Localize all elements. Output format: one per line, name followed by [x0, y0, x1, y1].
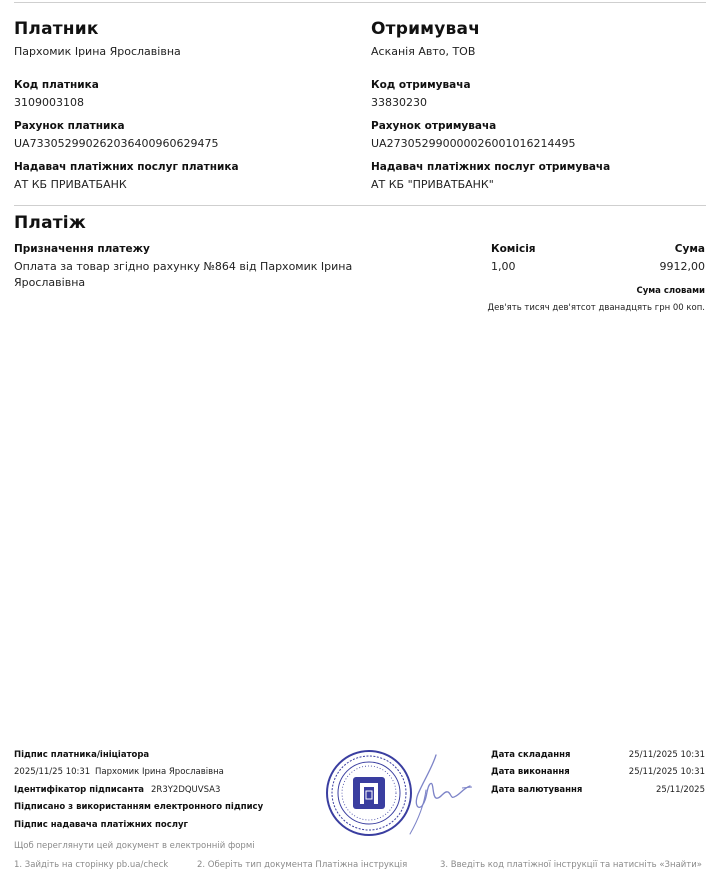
- payer-signature-name: Пархомик Ірина Ярославівна: [95, 767, 224, 777]
- payer-signature-datetime: 2025/11/25 10:31: [14, 767, 91, 777]
- amount-words: Дев'ять тисяч дев'ятсот дванадцять грн 00 коп.: [487, 303, 705, 313]
- handwritten-signature-icon: [404, 750, 474, 840]
- recipient-account-label: Рахунок отримувача: [371, 120, 497, 132]
- amount-words-label: Сума словами: [636, 286, 705, 296]
- provider-signature-label: Підпис надавача платіжних послуг: [14, 820, 188, 830]
- payer-account: UA733052990262036400960629475: [14, 137, 219, 150]
- payer-account-label: Рахунок платника: [14, 120, 125, 132]
- payer-title: Платник: [14, 19, 99, 39]
- payer-provider-label: Надавач платіжних послуг платника: [14, 161, 239, 173]
- fee-value: 1,00: [491, 260, 516, 273]
- recipient-code: 33830230: [371, 96, 427, 109]
- executed-date-label: Дата виконання: [491, 767, 570, 777]
- esign-note: Підписано з використанням електронного підпису: [14, 802, 264, 812]
- value-date: 25/11/2025: [656, 785, 705, 795]
- section-divider: [14, 205, 706, 206]
- bank-stamp-icon: [325, 749, 413, 837]
- executed-date: 25/11/2025 10:31: [628, 767, 705, 777]
- payment-title: Платіж: [14, 213, 86, 233]
- recipient-provider-label: Надавач платіжних послуг отримувача: [371, 161, 611, 173]
- payer-code-label: Код платника: [14, 79, 99, 91]
- amount-label: Сума: [674, 243, 705, 255]
- created-date: 25/11/2025 10:31: [628, 750, 705, 760]
- footer-step-1: 1. Зайдіть на сторінку pb.ua/check: [14, 860, 169, 870]
- recipient-account: UA273052990000026001016214495: [371, 137, 576, 150]
- payer-provider: АТ КБ ПРИВАТБАНК: [14, 178, 127, 191]
- recipient-name: Асканія Авто, ТОВ: [371, 45, 476, 58]
- value-date-label: Дата валютування: [491, 785, 583, 795]
- recipient-title: Отримувач: [371, 19, 481, 39]
- view-online-note: Щоб переглянути цей документ в електронній формі: [14, 841, 255, 851]
- payer-code: 3109003108: [14, 96, 84, 109]
- purpose-line-1: Оплата за товар згідно рахунку №864 від Пархомик Ірина: [14, 260, 353, 273]
- payer-name: Пархомик Ірина Ярославівна: [14, 45, 181, 58]
- purpose-line-2: Ярославівна: [14, 276, 86, 289]
- footer-step-2: 2. Оберіть тип документа Платіжна інструкція: [197, 860, 408, 870]
- signer-id: 2R3Y2DQUVSA3: [151, 785, 221, 795]
- amount-value: 9912,00: [659, 260, 705, 273]
- recipient-provider: АТ КБ "ПРИВАТБАНК": [371, 178, 494, 191]
- fee-label: Комісія: [491, 243, 536, 255]
- footer-step-3: 3. Введіть код платіжної інструкції та натисніть «Знайти»: [440, 860, 702, 870]
- purpose-label: Призначення платежу: [14, 243, 150, 255]
- recipient-code-label: Код отримувача: [371, 79, 471, 91]
- signer-id-label: Ідентифікатор підписанта: [14, 785, 144, 795]
- payer-signature-label: Підпис платника/ініціатора: [14, 750, 150, 760]
- top-divider: [14, 2, 706, 3]
- created-date-label: Дата складання: [491, 750, 571, 760]
